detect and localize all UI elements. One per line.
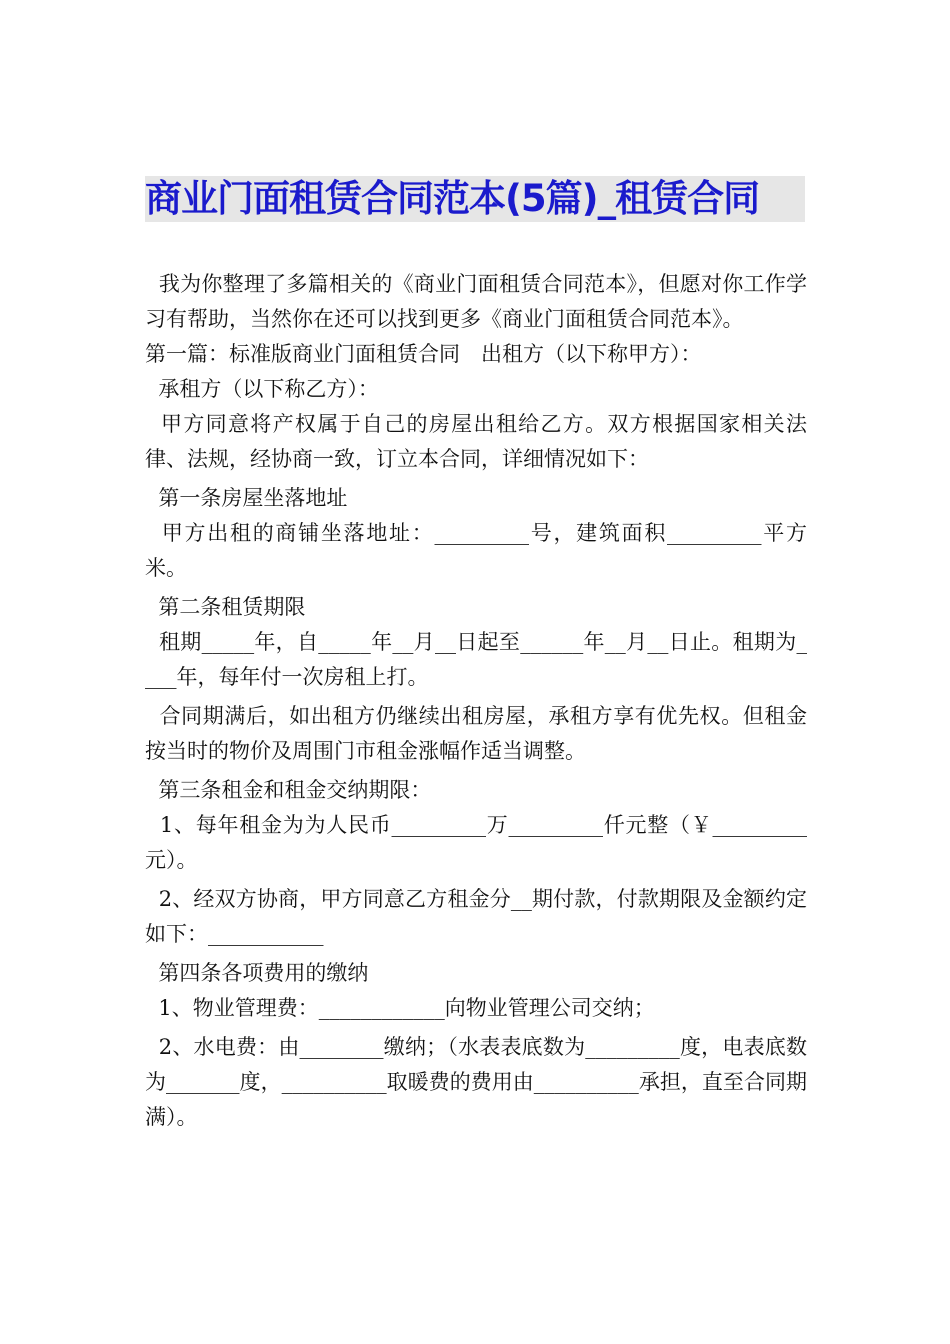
agreement-paragraph: 甲方同意将产权属于自己的房屋出租给乙方。双方根据国家相关法律、法规，经协商一致，订立本合同，详细情况如下： [145, 412, 807, 471]
section-heading-1: 第一篇：标准版商业门面租赁合同 出租方（以下称甲方）： [145, 342, 702, 366]
article-4-item-2: 2、水电费：由________缴纳；（水表表底数为_________度，电表底数为_______度，__________取暖费的费用由__________承担，直至合同期满）。 [145, 1035, 807, 1129]
article-2-heading: 第二条租赁期限 [145, 595, 306, 619]
article-1-body: 甲方出租的商铺坐落地址：_________号，建筑面积_________平方米。 [145, 521, 808, 580]
article-2-body: 租期_____年，自_____年__月__日起至______年__月__日止。租期为____年，每年付一次房租上打。 [145, 630, 808, 689]
article-1-heading: 第一条房屋坐落地址 [145, 486, 348, 510]
lessee-line: 承租方（以下称乙方）： [145, 377, 379, 401]
intro-paragraph: 我为你整理了多篇相关的《商业门面租赁合同范本》，但愿对你工作学习有帮助，当然你在还可以找到更多《商业门面租赁合同范本》。 [145, 272, 807, 331]
article-4-item-1: 1、物业管理费：____________向物业管理公司交纳； [145, 996, 655, 1020]
renewal-paragraph: 合同期满后，如出租方仍继续出租房屋，承租方享有优先权。但租金按当时的物价及周围门市租金涨幅作适当调整。 [145, 704, 807, 763]
article-4-heading: 第四条各项费用的缴纳 [145, 961, 369, 985]
article-3-heading: 第三条租金和租金交纳期限： [145, 778, 432, 802]
article-3-item-2: 2、经双方协商，甲方同意乙方租金分__期付款，付款期限及金额约定如下：___________ [145, 887, 807, 946]
document-body [145, 267, 807, 1135]
document-title: 商业门面租赁合同范本(5篇)_租赁合同 [145, 176, 805, 222]
article-3-item-1: 1、每年租金为为人民币_________万_________仟元整（￥_________元）。 [145, 813, 807, 872]
